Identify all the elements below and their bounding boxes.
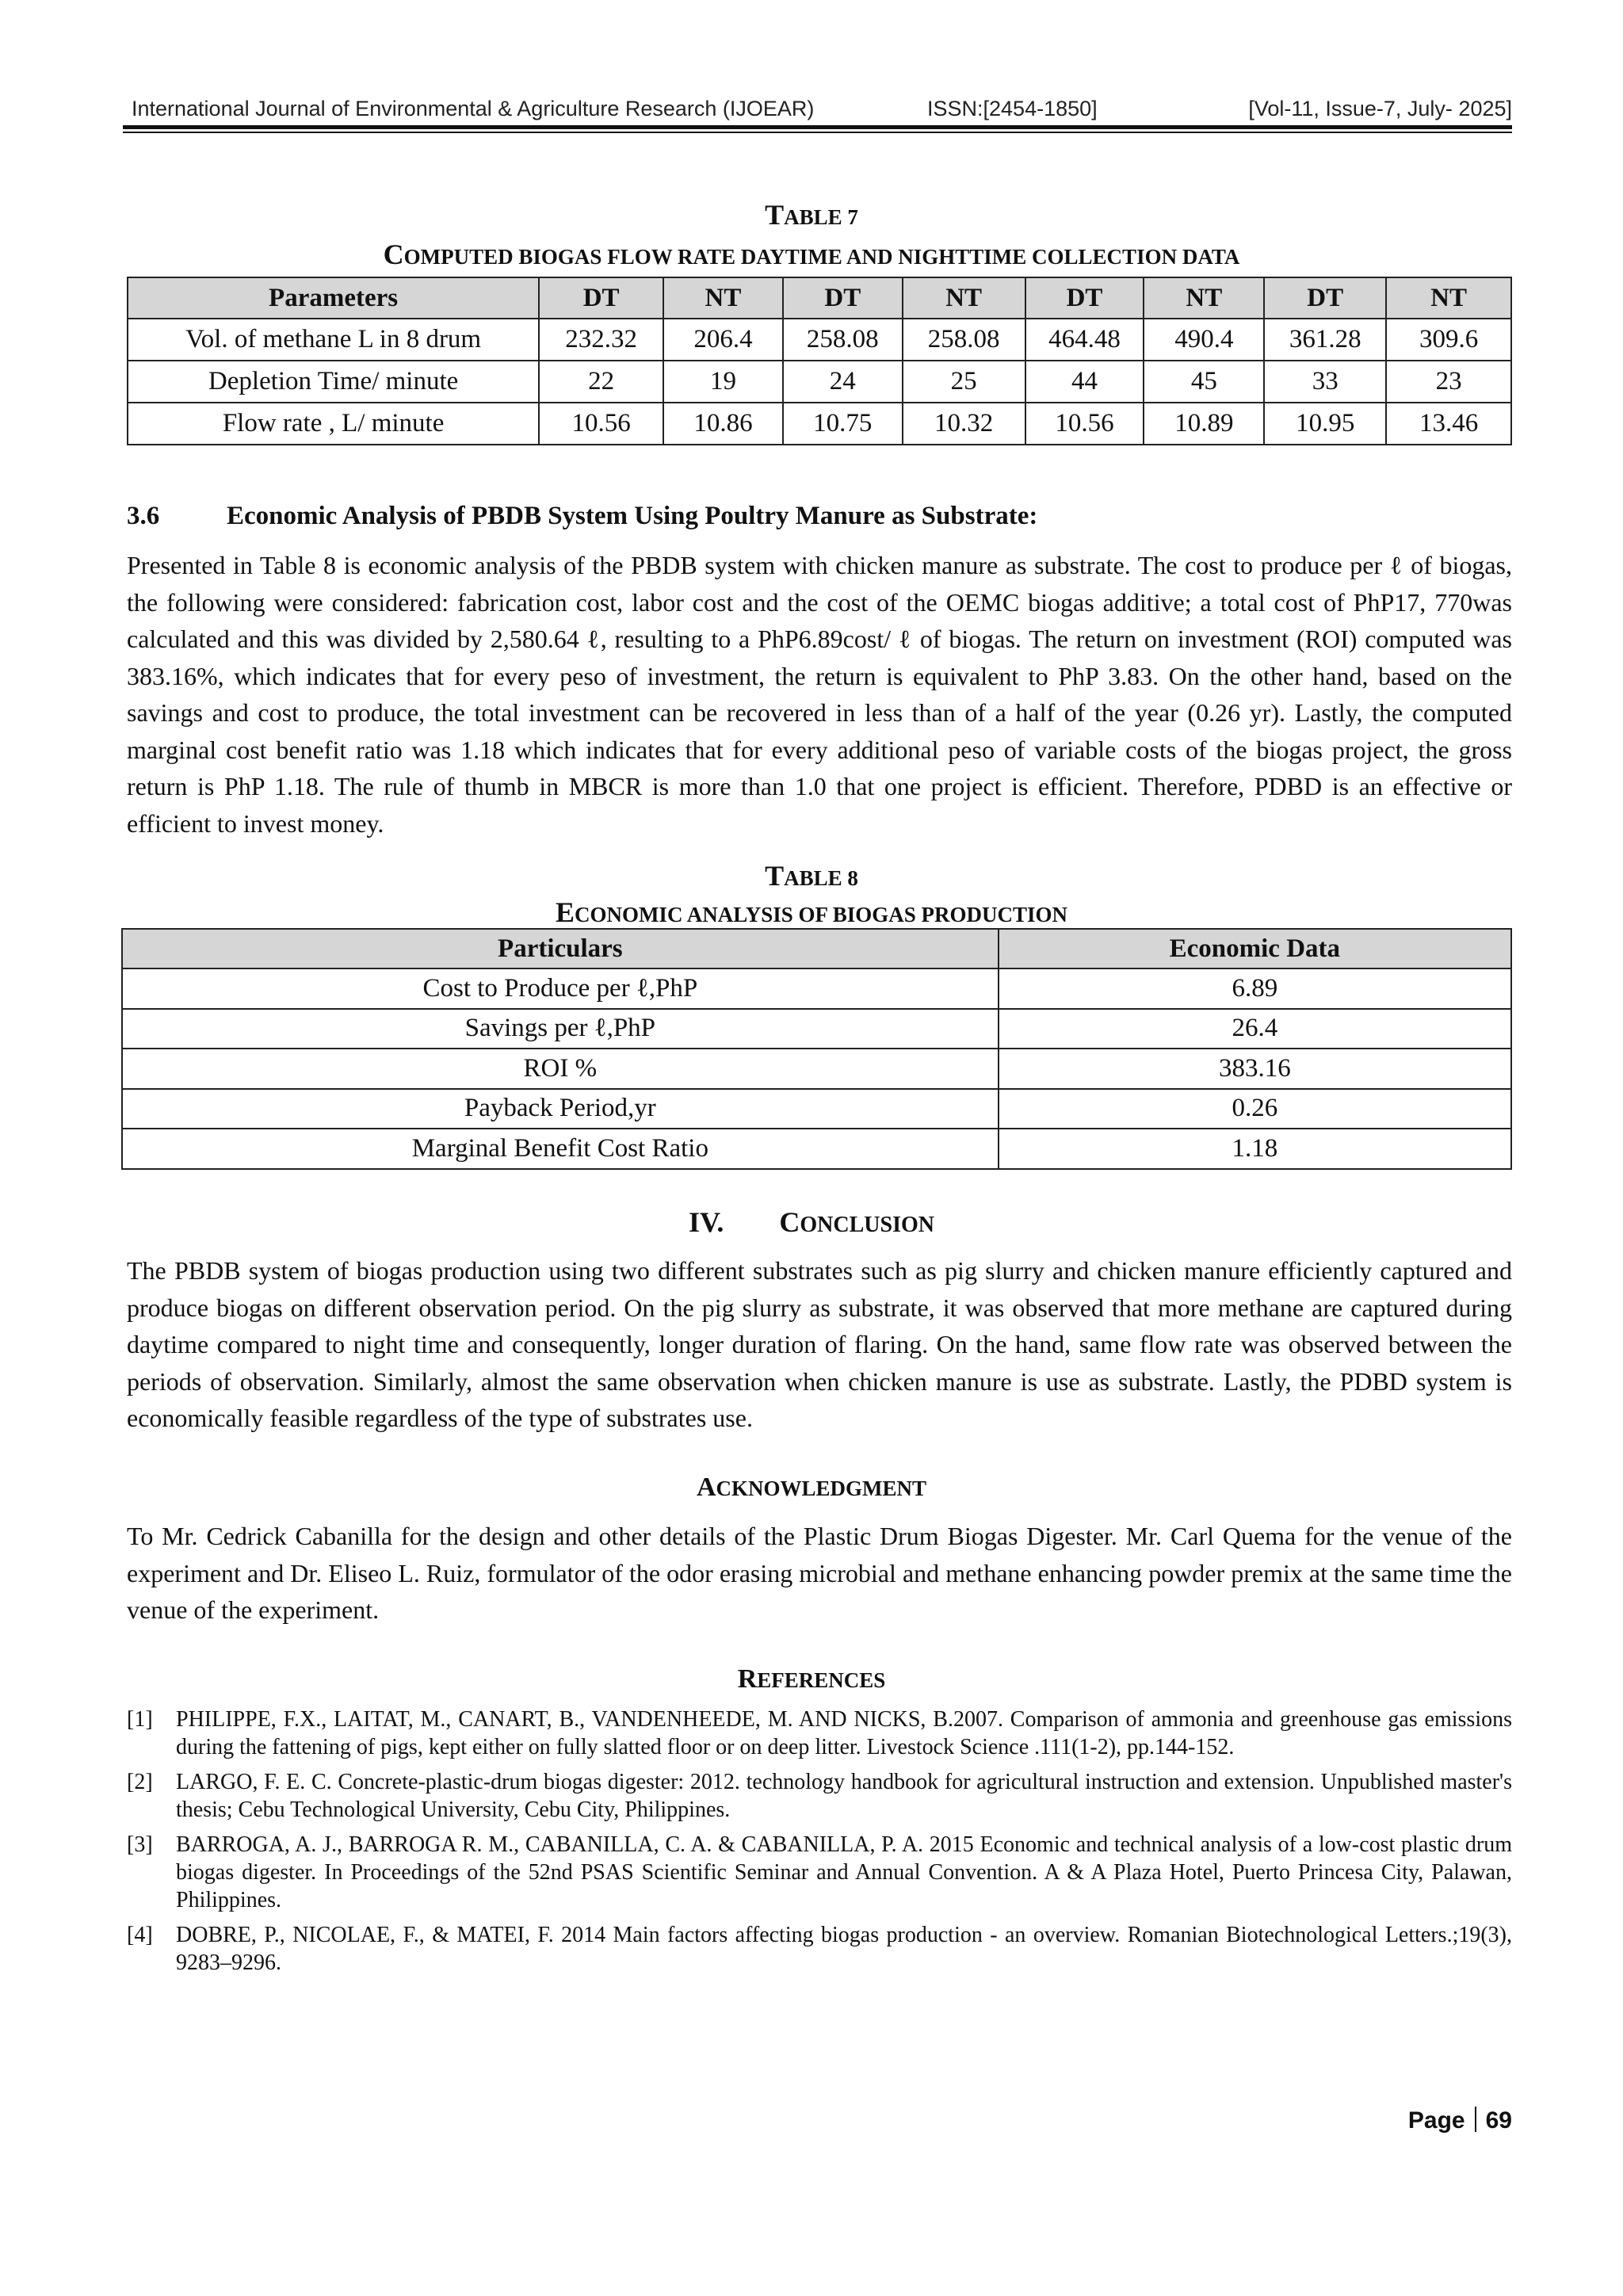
issn: ISSN:[2454-1850]	[927, 97, 1098, 120]
data-cell: 45	[1144, 361, 1264, 403]
data-cell: 10.89	[1144, 403, 1264, 445]
table7-title: COMPUTED BIOGAS FLOW RATE DAYTIME AND NIGHTTIME COLLECTION DATA	[383, 239, 1240, 270]
t7-header-cell: DT	[539, 277, 663, 319]
data-cell: 13.46	[1386, 403, 1511, 445]
page-label: Page	[1407, 2107, 1465, 2134]
acknowledgment-paragraph: To Mr. Cedrick Cabanilla for the design and other details of the Plastic Drum Biogas Digester. Mr. Carl Quema for the venue of the experiment and Dr. Eliseo L. Ruiz, formulator of the odor erasing microbial and methane enhancing powder premix at the same time the venue of the experiment.	[127, 1522, 1512, 1624]
data-cell: 206.4	[663, 319, 783, 361]
acknowledgment-heading: ACKNOWLEDGMENT	[696, 1473, 927, 1502]
reference-item	[127, 1768, 1512, 1824]
data-cell: 10.75	[783, 403, 903, 445]
data-cell: 23	[1386, 361, 1511, 403]
reference-item	[127, 1831, 1512, 1914]
table-row	[128, 319, 1511, 361]
conclusion-heading: IV. CONCLUSION	[689, 1206, 934, 1238]
t7-header-cell: NT	[663, 277, 783, 319]
footer-divider	[1475, 2107, 1476, 2132]
t7-header-cell: NT	[1386, 277, 1511, 319]
table-row	[122, 1089, 1511, 1129]
header-rule-thin	[123, 132, 1512, 133]
data-cell: 10.56	[539, 403, 663, 445]
data-cell: 26.4	[999, 1009, 1511, 1049]
conclusion-number: IV.	[689, 1206, 724, 1238]
volume-issue: [Vol-11, Issue-7, July- 2025]	[1248, 97, 1512, 120]
reference-number: [4]	[127, 1923, 153, 1947]
data-cell: 309.6	[1386, 319, 1511, 361]
reference-text: DOBRE, P., NICOLAE, F., & MATEI, F. 2014 Main factors affecting biogas production - an overview. Romanian Biotechnological Letters.;19(3), 9283–9296.	[176, 1923, 1512, 1975]
section-title: Economic Analysis of PBDB System Using Poultry Manure as Substrate:	[227, 502, 1038, 530]
header-rule-thick	[123, 125, 1512, 129]
conclusion-paragraph: The PBDB system of biogas production using two different substrates such as pig slurry and chicken manure efficiently captured and produce biogas on different observation period. On the pig slurry as substrate, it was observed that more methane are captured during daytime compared to night time and consequently, longer duration of flaring. On the hand, same flow rate was observed between the periods of observation. Similarly, almost the same observation when chicken manure is use as substrate. Lastly, the PDBD system is economically feasible regardless of the type of substrates use.	[127, 1256, 1512, 1432]
journal-name: International Journal of Environmental & Agriculture Research (IJOEAR)	[132, 97, 815, 120]
data-cell: 10.86	[663, 403, 783, 445]
reference-item	[127, 1921, 1512, 1977]
t7-header-cell: Parameters	[128, 277, 539, 319]
table-row	[128, 403, 1511, 445]
reference-number: [1]	[127, 1707, 153, 1732]
data-cell: 361.28	[1264, 319, 1386, 361]
running-header	[127, 94, 1512, 125]
data-cell: 10.95	[1264, 403, 1386, 445]
reference-text: LARGO, F. E. C. Concrete-plastic-drum biogas digester: 2012. technology handbook for agricultural instruction and extension. Unpublished master's thesis; Cebu Technological University, Cebu City, Philippines.	[176, 1770, 1512, 1822]
table-row	[122, 968, 1511, 1009]
data-cell: 258.08	[783, 319, 903, 361]
reference-number: [2]	[127, 1770, 153, 1794]
data-cell: 383.16	[999, 1049, 1511, 1089]
data-cell: 33	[1264, 361, 1386, 403]
data-cell: 25	[903, 361, 1025, 403]
section-number: 3.6	[127, 502, 160, 530]
data-cell: 232.32	[539, 319, 663, 361]
row-label-cell: Cost to Produce per ℓ,PhP	[122, 968, 999, 1009]
row-label-cell: Savings per ℓ,PhP	[122, 1009, 999, 1049]
data-cell: 22	[539, 361, 663, 403]
data-cell: 464.48	[1025, 319, 1144, 361]
row-label-cell: Payback Period,yr	[122, 1089, 999, 1129]
table-row	[122, 1049, 1511, 1089]
row-label-cell: Marginal Benefit Cost Ratio	[122, 1129, 999, 1169]
table8	[121, 928, 1512, 1170]
t8-header-cell: Economic Data	[999, 929, 1511, 968]
page-number: 69	[1485, 2107, 1512, 2134]
t7-header-cell: NT	[903, 277, 1025, 319]
t7-header-cell: NT	[1144, 277, 1264, 319]
references-heading: REFERENCES	[737, 1664, 886, 1694]
reference-text: PHILIPPE, F.X., LAITAT, M., CANART, B., VANDENHEEDE, M. AND NICKS, B.2007. Comparison of ammonia and greenhouse gas emissions during the fattening of pigs, kept either on fully slatted floor or on deep litter. Livestock Science .111(1-2), pp.144-152.	[176, 1707, 1512, 1759]
data-cell: 10.32	[903, 403, 1025, 445]
row-label-cell: Flow rate , L/ minute	[128, 403, 539, 445]
page-footer	[1408, 2107, 1512, 2134]
data-cell: 6.89	[999, 968, 1511, 1009]
t7-header-cell: DT	[1264, 277, 1386, 319]
table7-label: TABLE 7	[765, 199, 858, 231]
table8-label: TABLE 8	[765, 860, 858, 892]
data-cell: 19	[663, 361, 783, 403]
data-cell: 490.4	[1144, 319, 1264, 361]
table-row	[122, 1009, 1511, 1049]
reference-number: [3]	[127, 1832, 153, 1857]
reference-item	[127, 1706, 1512, 1761]
row-label-cell: Vol. of methane L in 8 drum	[128, 319, 539, 361]
row-label-cell: ROI %	[122, 1049, 999, 1089]
reference-list	[127, 1706, 1512, 1984]
data-cell: 10.56	[1025, 403, 1144, 445]
table7	[127, 277, 1512, 445]
table-row	[128, 361, 1511, 403]
section36-paragraph: Presented in Table 8 is economic analysis of the PBDB system with chicken manure as substrate. The cost to produce per ℓ of biogas, the following were considered: fabrication cost, labor cost and the cost of the OEMC biogas additive; a total cost of PhP17, 770was calculated and this was divided by 2,580.64 ℓ, resulting to a PhP6.89cost/ ℓ of biogas. The return on investment (ROI) computed was 383.16%, which indicates that for every peso of investment, the return is equivalent to PhP 3.83. On the other hand, based on the savings and cost to produce, the total investment can be recovered in less than of a half of the year (0.26 yr). Lastly, the computed marginal cost benefit ratio was 1.18 which indicates that for every additional peso of variable costs of the biogas project, the gross return is PhP 1.18. The rule of thumb in MBCR is more than 1.0 that one project is efficient. Therefore, PDBD is an effective or efficient to invest money.	[127, 551, 1512, 838]
data-cell: 44	[1025, 361, 1144, 403]
data-cell: 24	[783, 361, 903, 403]
row-label-cell: Depletion Time/ minute	[128, 361, 539, 403]
data-cell: 258.08	[903, 319, 1025, 361]
t7-header-cell: DT	[783, 277, 903, 319]
t8-header-cell: Particulars	[122, 929, 999, 968]
table-row	[122, 1129, 1511, 1169]
table8-title: ECONOMIC ANALYSIS OF BIOGAS PRODUCTION	[555, 896, 1068, 928]
reference-text: BARROGA, A. J., BARROGA R. M., CABANILLA, C. A. & CABANILLA, P. A. 2015 Economic and technical analysis of a low-cost plastic drum biogas digester. In Proceedings of the 52nd PSAS Scientific Seminar and Annual Convention. A & A Plaza Hotel, Puerto Princesa City, Palawan, Philippines.	[176, 1832, 1512, 1912]
data-cell: 1.18	[999, 1129, 1511, 1169]
t7-header-cell: DT	[1025, 277, 1144, 319]
data-cell: 0.26	[999, 1089, 1511, 1129]
